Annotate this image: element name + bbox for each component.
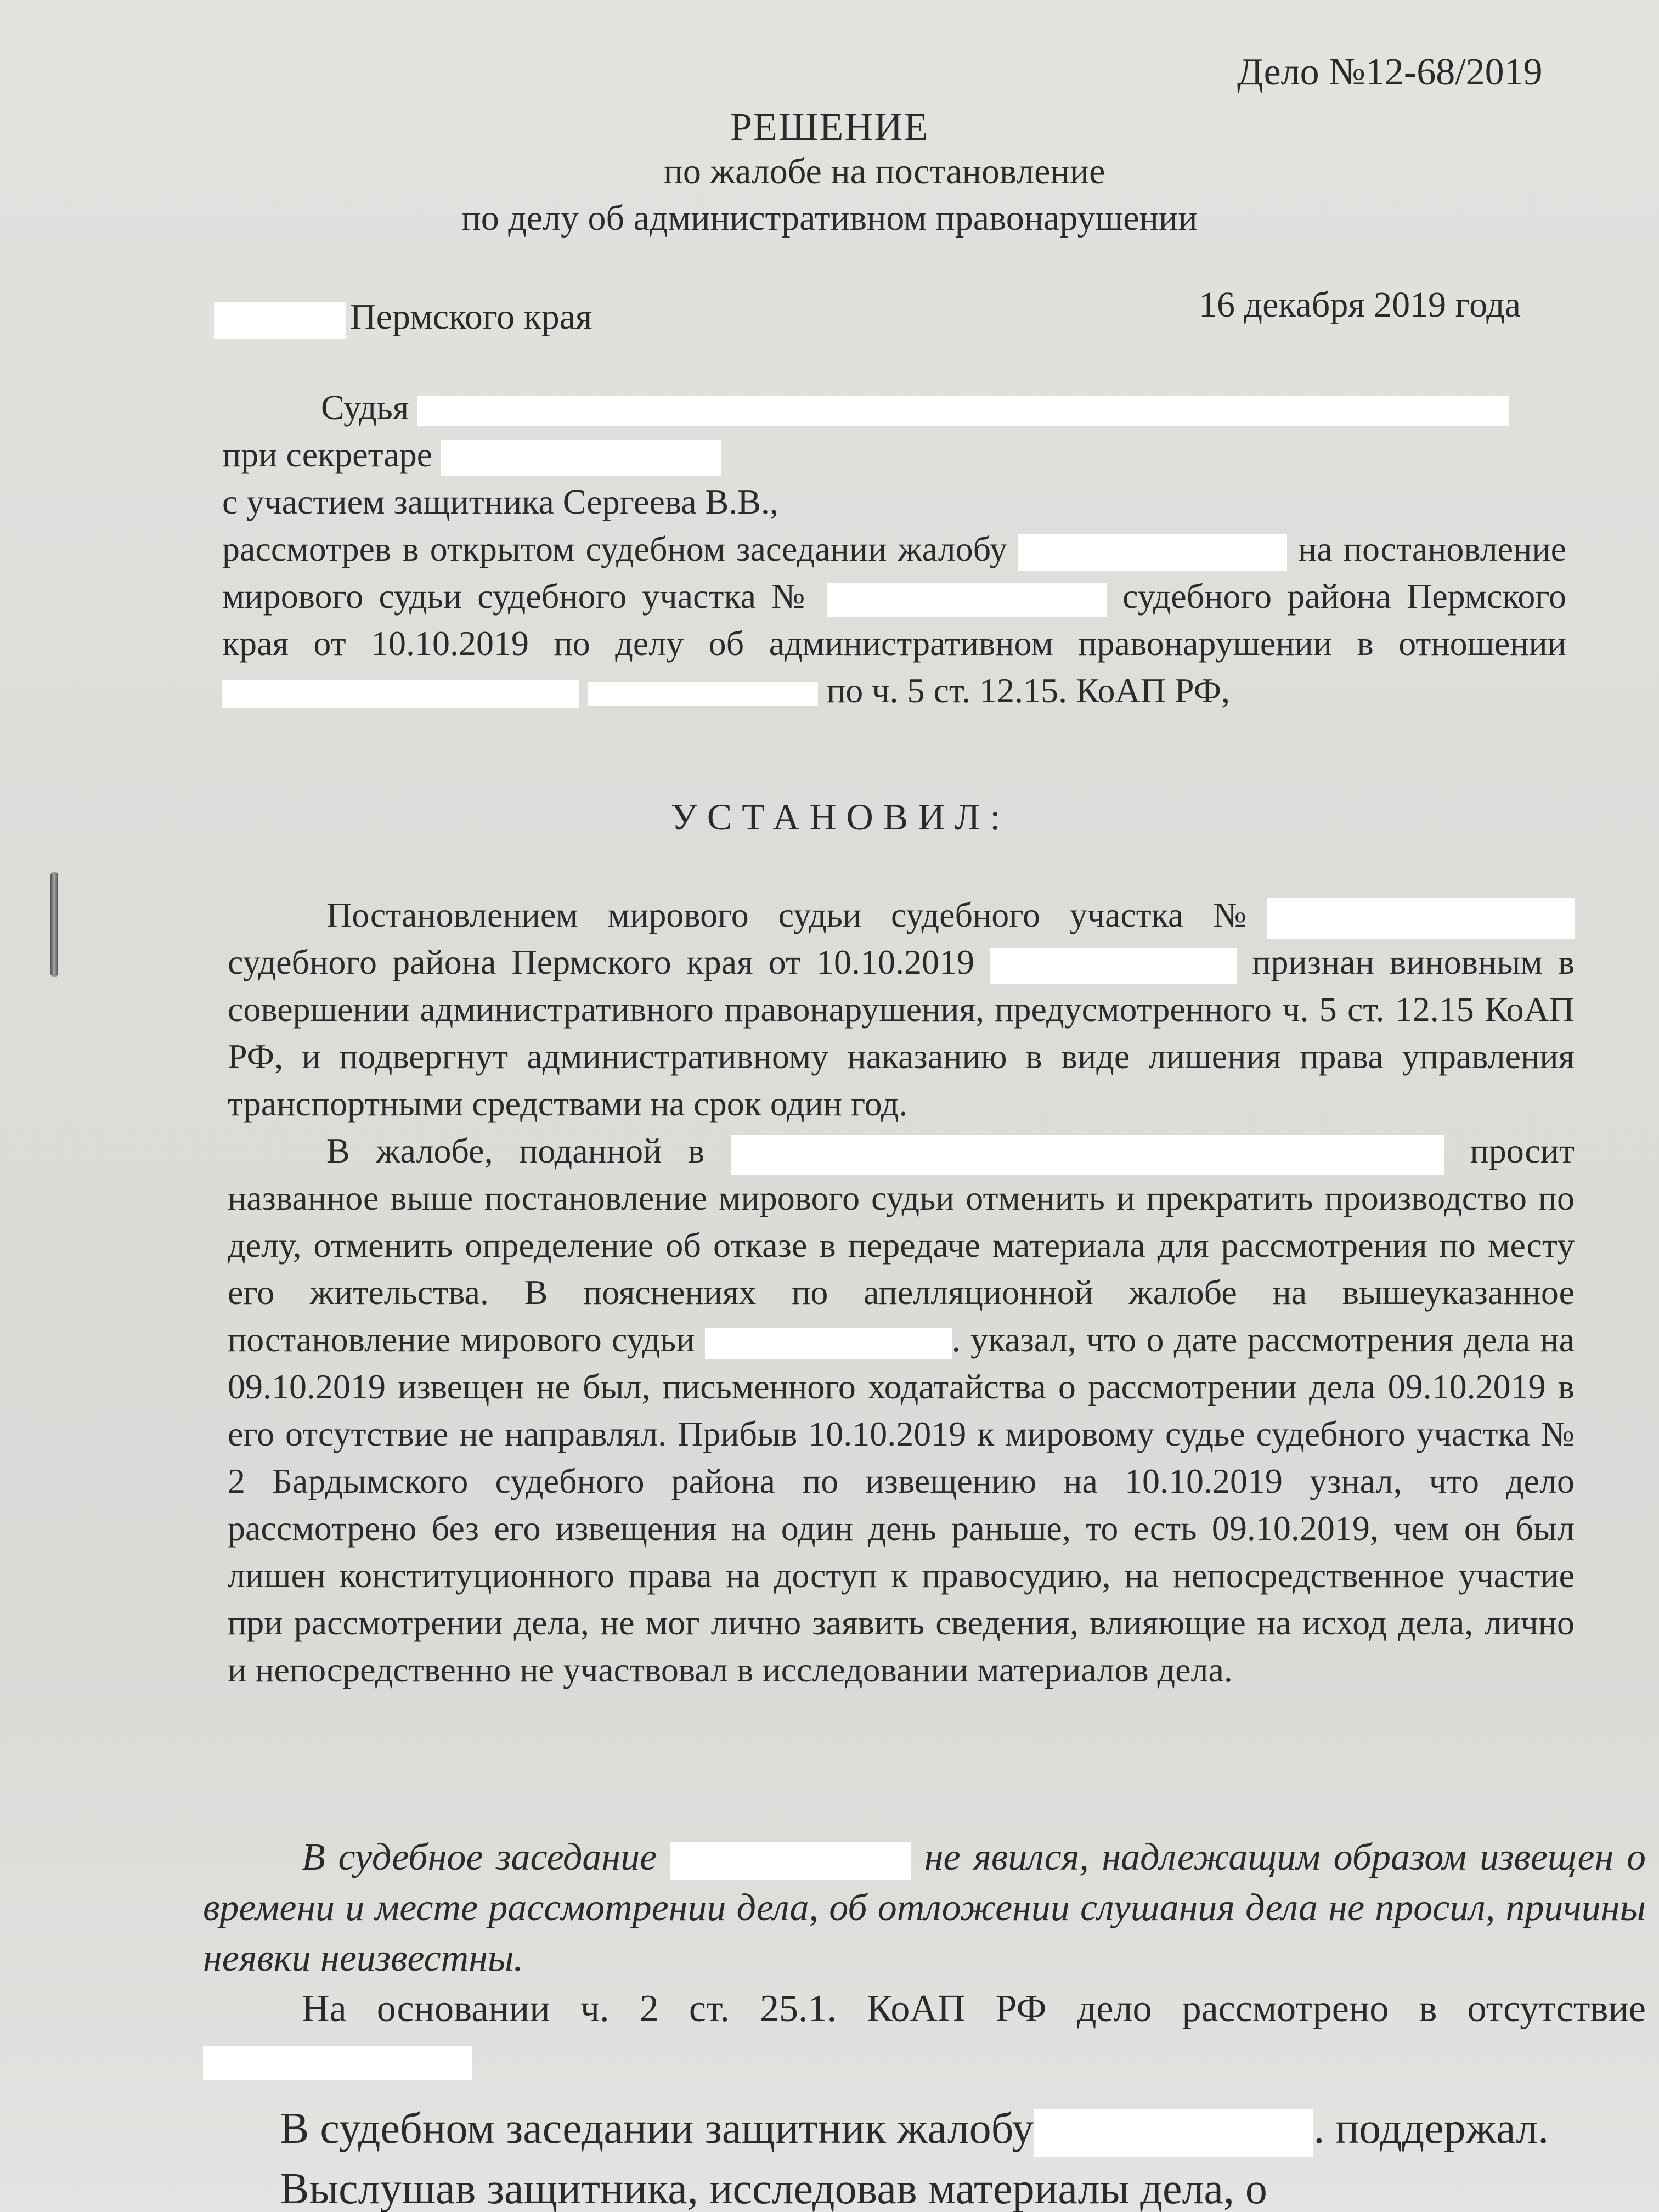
secretary-line [222,431,1566,478]
document-subtitle-line2: по делу об административном правонарушении [461,198,1198,238]
absence-text-a: В судебное заседание [302,1836,657,1878]
staple-mark [50,872,58,977]
redaction [731,1135,1444,1175]
redaction [214,302,346,339]
redaction [222,680,579,708]
intro-text-d: по ч. 5 ст. 12.15. КоАП РФ, [827,671,1230,710]
support-text-a: В судебном заседании защитник жалобу [280,2104,1034,2153]
absence-paragraph [203,1832,1646,1984]
judge-line [222,384,1566,431]
document-title: РЕШЕНИЕ [730,105,929,149]
complaint-paragraph [228,1127,1575,1694]
established-heading: УСТАНОВИЛ: [670,796,1011,838]
case-number: Дело №12-68/2019 [1237,51,1543,93]
basis-text: На основании ч. 2 ст. 25.1. КоАП РФ дело рассмотрено в отсутствие [302,1988,1646,2030]
complaint-text-b: просит названное выше постановление мирового судьи отменить и прекратить производство по делу, отменить определение об отказе в передаче материала для рассмотрения по месту его жительства. В пояснениях по апелляционной жалобе на вышеуказанное постановление мирового судьи [228,1131,1575,1359]
support-text-b: . поддержал. [1313,2104,1549,2153]
redaction [1267,898,1575,939]
ruling-paragraph [228,891,1575,1127]
redaction [827,583,1107,617]
complaint-text-c: . указал, что о дате рассмотрения дела на 09.10.2019 извещен не был, письменного ходатайства о рассмотрении дела 09.10.2019 в его отсутствие не направлял. Прибыв 10.10.2019 к мировому судье судебного участка № 2 Бардымского судебного района по извещению на 10.10.2019 узнал, что дело рассмотрено без его извещения на один день раньше, то есть 09.10.2019, чем он был лишен конституционного права на доступ к правосудию, на непосредственное участие при рассмотрении дела, не мог лично заявить сведения, влияющие на исход дела, лично и непосредственно не участвовал в исследовании материалов дела. [228,1320,1575,1690]
intro-section [222,384,1566,714]
intro-text-a: рассмотрев в открытом судебном заседании жалобу [222,529,1007,568]
defender-line: с участием защитника Сергеева В.В., [222,482,778,521]
ruling-text-a: Постановлением мирового судьи судебного участка № [326,895,1267,934]
intro-text-b: на постановление мирового судьи судебного участка № [222,529,1567,616]
place-text: Пермского края [350,297,592,337]
judge-label: Судья [321,388,409,427]
absence-text-b: не явился, надлежащим образом извещен о времени и месте рассмотрении дела, об отложении слушания дела не просил, причины неявки неизвестны. [203,1836,1646,1979]
intro-text-c: судебного района Пермского края от 10.10.2019 по делу об административном правонарушении в отношении [222,577,1567,663]
decision-date: 16 декабря 2019 года [1199,285,1521,325]
redaction [705,1328,952,1359]
hearing-line: Выслушав защитника, исследовав материалы дела, о [280,2165,1267,2212]
secretary-label: при секретаре [222,435,433,474]
redaction [670,1842,911,1880]
defender-support-line [280,2098,1618,2159]
lower-section [203,1832,1646,2085]
redaction [441,440,721,476]
redaction [1018,534,1287,571]
place-line [214,296,592,339]
complaint-text-a: В жалобе, поданной в [326,1131,705,1171]
closing-section [280,2098,1618,2212]
redaction [1034,2109,1313,2157]
redaction [990,948,1237,984]
redaction [417,396,1509,426]
document-subtitle-line1: по жалобе на постановление [663,151,1105,191]
intro-paragraph [222,526,1566,714]
redaction [588,682,818,706]
ruling-text-b: судебного района Пермского края от 10.10.2019 [228,943,974,982]
body-section [228,891,1575,1694]
ruling-text-c: признан виновным в совершении административного правонарушения, предусмотренного ч. 5 ст. 12.15 КоАП РФ, и подвергнут административному наказанию в виде лишения права управления транспортными средствами на срок один год. [228,943,1575,1124]
redaction [203,2046,472,2080]
basis-paragraph [203,1984,1646,2085]
